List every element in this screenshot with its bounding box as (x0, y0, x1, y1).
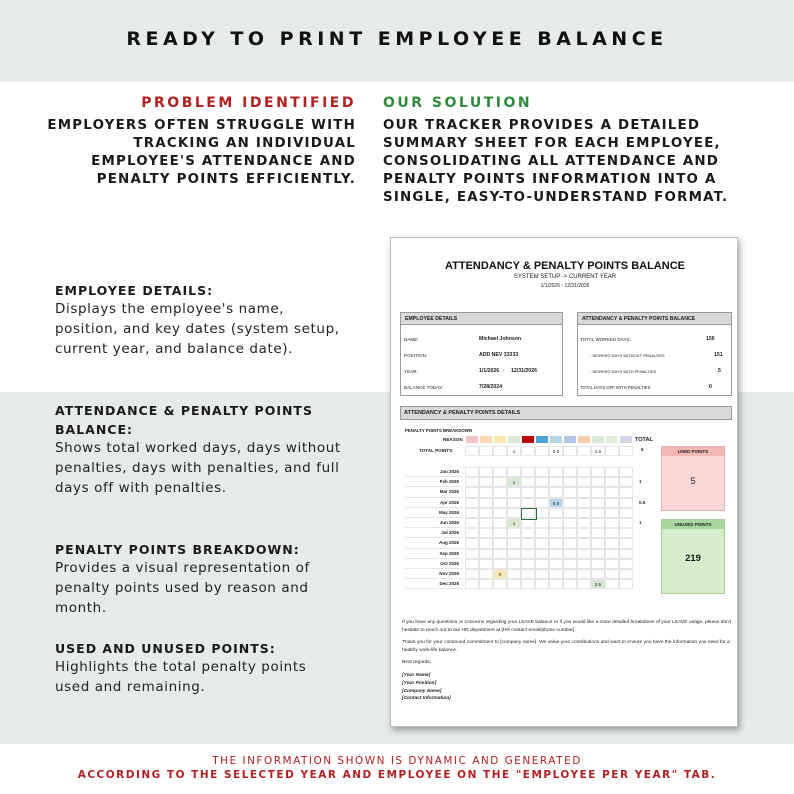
month-cell (521, 467, 535, 477)
month-cell (605, 528, 619, 538)
month-cell (591, 569, 605, 579)
month-cell (535, 559, 549, 569)
month-cell (591, 487, 605, 497)
month-cell (591, 528, 605, 538)
unused-points-label: UNUSED POINTS (662, 520, 724, 529)
month-cell (507, 498, 521, 508)
month-cell (619, 579, 633, 589)
month-cell (577, 467, 591, 477)
reason-total-cell (577, 446, 591, 456)
reason-color-cell (605, 435, 619, 444)
month-cell (577, 538, 591, 548)
reason-color-cell (465, 435, 479, 444)
month-cell (479, 569, 493, 579)
month-label: Oct 2026 (405, 559, 463, 569)
with-penalties-label: - WORKED DAYS WITH PENALTIES (590, 369, 657, 374)
reason-total-cell (465, 446, 479, 456)
feature-text: Provides a visual representation of penalty points used by reason and month. (55, 560, 310, 616)
month-cell (619, 569, 633, 579)
feature-employee-details (55, 281, 345, 359)
month-cell (563, 528, 577, 538)
month-cell (465, 477, 479, 487)
month-cell (535, 467, 549, 477)
month-cell (479, 559, 493, 569)
month-cell (507, 487, 521, 497)
month-cell (465, 508, 479, 518)
month-cell (563, 498, 577, 508)
name-label: NAME: (404, 337, 419, 342)
month-cell (521, 549, 535, 559)
month-cell (535, 487, 549, 497)
month-cell (563, 559, 577, 569)
month-cell (591, 518, 605, 528)
month-cell (549, 518, 563, 528)
month-cell (493, 579, 507, 589)
used-points-card (661, 446, 725, 511)
letter-paragraph: If you have any questions or concerns regarding your LEAVE balance or if you would like a more detailed breakdown of your LEAVE usage, please don't hesitate to reach out to our HR department at [HR contact email/phone number]. (402, 620, 732, 633)
month-cell (507, 549, 521, 559)
without-penalties-value: 151 (714, 352, 723, 358)
month-cell: 0 (493, 569, 507, 579)
month-cell (563, 477, 577, 487)
month-cell (605, 549, 619, 559)
total-worked-label: TOTAL WORKED DAYS: (580, 337, 631, 342)
month-cell (465, 549, 479, 559)
month-cell (549, 549, 563, 559)
month-cell (619, 467, 633, 477)
feature-used-unused (55, 639, 345, 698)
feature-heading: ATTENDANCE & PENALTY POINTS BALANCE: (55, 403, 313, 437)
month-cell (465, 498, 479, 508)
month-cell (521, 487, 535, 497)
month-cell (549, 538, 563, 548)
month-cell (507, 559, 521, 569)
month-cell (535, 508, 549, 518)
month-cell (577, 508, 591, 518)
month-cell (619, 538, 633, 548)
month-cell (479, 528, 493, 538)
month-cell (563, 487, 577, 497)
without-penalties-label: - WORKED DAYS WITHOUT PENALTIES (590, 353, 665, 358)
month-cell (605, 467, 619, 477)
month-cell (605, 508, 619, 518)
reason-color-cell (591, 435, 605, 444)
month-cell (619, 549, 633, 559)
letter-closing: Best regards, (402, 660, 432, 666)
month-cell (521, 579, 535, 589)
feature-heading: PENALTY POINTS BREAKDOWN: (55, 542, 300, 557)
feature-text: Displays the employee's name, position, and key dates (system setup, current year, and balance date). (55, 301, 340, 357)
problem-heading: PROBLEM IDENTIFIED (141, 95, 356, 111)
month-label: Sep 2026 (405, 549, 463, 559)
reason-total-cell (521, 446, 535, 456)
footer-line-1: THE INFORMATION SHOWN IS DYNAMIC AND GENERATED (212, 755, 582, 767)
month-cell (465, 518, 479, 528)
month-cell (549, 477, 563, 487)
month-label: Jun 2026 (405, 518, 463, 528)
reason-color-cell (507, 435, 521, 444)
days-off-label: TOTAL DAYS OFF WITH PENALTIES (580, 385, 651, 390)
month-cell (563, 538, 577, 548)
month-cell (549, 528, 563, 538)
unused-points-value: 219 (685, 553, 701, 564)
month-cell (577, 549, 591, 559)
month-cell: 0.5 (549, 498, 563, 508)
year-label: YEAR: (404, 369, 418, 374)
name-value: Michael Johnson (479, 336, 522, 342)
month-cell (479, 518, 493, 528)
month-cell (563, 467, 577, 477)
month-cell (605, 518, 619, 528)
month-cell (507, 467, 521, 477)
month-cell (591, 508, 605, 518)
month-cell (591, 477, 605, 487)
month-cell (507, 508, 521, 518)
details-section-header: ATTENDANCY & PENALTY POINTS DETAILS (400, 406, 732, 420)
month-cell (535, 477, 549, 487)
month-cell (591, 559, 605, 569)
position-label: POSITION: (404, 353, 428, 358)
month-cell (577, 579, 591, 589)
month-label: Mar 2026 (405, 487, 463, 497)
feature-text: Highlights the total penalty points used and remaining. (55, 659, 307, 695)
month-cell (577, 518, 591, 528)
month-cell (605, 559, 619, 569)
month-cell (493, 549, 507, 559)
month-cell (493, 467, 507, 477)
month-label: Jul 2026 (405, 528, 463, 538)
month-cell: 1 (507, 477, 521, 487)
selected-cell (521, 508, 537, 520)
month-cell (563, 569, 577, 579)
reason-color-cell (563, 435, 577, 444)
balance-sheet-preview (390, 237, 738, 727)
month-cell (535, 498, 549, 508)
month-cell (549, 508, 563, 518)
reason-total-cell: 2.5 (591, 446, 605, 456)
month-cell (619, 518, 633, 528)
reason-color-cell (577, 435, 591, 444)
reason-color-cell (493, 435, 507, 444)
reason-color-cell (549, 435, 563, 444)
grand-total: 5 (641, 447, 644, 452)
reason-total-cell: 0.5 (549, 446, 563, 456)
month-cell (563, 579, 577, 589)
unused-points-card (661, 519, 725, 594)
month-total: 1 (639, 479, 642, 485)
page-title: READY TO PRINT EMPLOYEE BALANCE (126, 28, 668, 50)
balance-date-label: BALANCE TODAY: (404, 385, 444, 390)
month-cell (577, 477, 591, 487)
month-cell (507, 569, 521, 579)
month-cell (605, 579, 619, 589)
month-cell (591, 538, 605, 548)
reason-total-cell (563, 446, 577, 456)
month-cell (465, 569, 479, 579)
month-cell (549, 559, 563, 569)
month-cell (479, 477, 493, 487)
month-cell (465, 538, 479, 548)
month-label: Nov 2026 (405, 569, 463, 579)
month-cell (493, 487, 507, 497)
month-cell (549, 487, 563, 497)
month-cell (493, 559, 507, 569)
reason-color-cell (619, 435, 633, 444)
month-label: May 2026 (405, 508, 463, 518)
month-cell (479, 498, 493, 508)
month-cell (605, 538, 619, 548)
month-cell (535, 518, 549, 528)
feature-heading: EMPLOYEE DETAILS: (55, 283, 214, 298)
month-cell (563, 549, 577, 559)
problem-text: EMPLOYERS OFTEN STRUGGLE WITH TRACKING AN INDIVIDUAL EMPLOYEE'S ATTENDANCE AND PENALTY POINTS EFFICIENTLY. (47, 118, 356, 187)
month-cell (535, 569, 549, 579)
month-cell (619, 498, 633, 508)
month-cell (619, 477, 633, 487)
month-cell (479, 467, 493, 477)
month-cell (619, 508, 633, 518)
year-start: 1/1/2026 (479, 368, 500, 374)
month-label: Jan 2026 (405, 467, 463, 477)
reason-label: REASON (443, 437, 463, 442)
month-cell (479, 579, 493, 589)
month-cell (493, 477, 507, 487)
month-cell (465, 528, 479, 538)
month-cell (535, 549, 549, 559)
month-cell (591, 549, 605, 559)
reason-color-cell (521, 435, 535, 444)
month-cell: 1 (507, 518, 521, 528)
month-cell (479, 538, 493, 548)
month-cell: 2.5 (591, 579, 605, 589)
month-cell (465, 487, 479, 497)
month-total: 0.5 (639, 499, 646, 505)
footer-line-2: ACCORDING TO THE SELECTED YEAR AND EMPLOYEE ON THE "EMPLOYEE PER YEAR" TAB. (77, 769, 717, 781)
month-label: Feb 2026 (405, 477, 463, 487)
month-cell (521, 528, 535, 538)
used-points-label: USED POINTS (662, 447, 724, 456)
attendance-balance-header: ATTENDANCY & PENALTY POINTS BALANCE (578, 313, 731, 325)
month-cell (493, 498, 507, 508)
reason-total-cell (619, 446, 633, 456)
reason-total-cell: 1 (507, 446, 521, 456)
month-cell (619, 528, 633, 538)
month-cell (521, 498, 535, 508)
feature-attendance-balance (55, 401, 345, 498)
month-cell (465, 579, 479, 589)
balance-date-value: 7/28/2024 (479, 384, 503, 390)
reason-total-cell (535, 446, 549, 456)
month-cell (493, 538, 507, 548)
month-total: 1 (639, 520, 642, 525)
solution-text: OUR TRACKER PROVIDES A DETAILED SUMMARY SHEET FOR EACH EMPLOYEE, CONSOLIDATING ALL ATTENDANCE AND PENALTY POINTS INFORMATION INTO A SINGLE, EASY-TO-UNDERSTAND FORMAT. (383, 118, 729, 205)
days-off-value: 0 (709, 384, 712, 390)
reason-color-cell (535, 435, 549, 444)
with-penalties-value: 5 (718, 368, 721, 374)
reason-total-cell (493, 446, 507, 456)
month-cell (507, 579, 521, 589)
month-cell (591, 498, 605, 508)
signature-contact: [Contact Information] (402, 696, 451, 702)
month-cell (605, 477, 619, 487)
month-label: Aug 2026 (405, 538, 463, 548)
month-cell (493, 528, 507, 538)
month-cell (521, 559, 535, 569)
signature-company: [Company Name] (402, 688, 442, 694)
reason-total-cell (479, 446, 493, 456)
month-label: Dec 2026 (405, 579, 463, 589)
month-cell (465, 467, 479, 477)
employee-details-header: EMPLOYEE DETAILS (401, 313, 562, 325)
month-cell (507, 538, 521, 548)
month-cell (577, 528, 591, 538)
month-cell (465, 559, 479, 569)
feature-heading: USED AND UNUSED POINTS: (55, 641, 276, 656)
month-cell (619, 487, 633, 497)
month-cell (479, 549, 493, 559)
month-cell (591, 467, 605, 477)
position-value: ADD NEV 33333 (479, 352, 519, 358)
month-cell (535, 528, 549, 538)
letter-body (402, 619, 732, 703)
month-cell (577, 569, 591, 579)
month-cell (563, 518, 577, 528)
month-cell (605, 569, 619, 579)
feature-text: Shows total worked days, days without penalties, days with penalties, and full days off with penalties. (55, 440, 341, 496)
month-cell (577, 487, 591, 497)
signature-name: [Your Name] (402, 672, 431, 678)
month-cell (563, 508, 577, 518)
signature-position: [Your Position] (402, 680, 437, 686)
month-cell (507, 528, 521, 538)
month-label: Apr 2026 (405, 498, 463, 508)
month-cell (605, 487, 619, 497)
month-cell (605, 498, 619, 508)
month-cell (493, 508, 507, 518)
month-cell (549, 579, 563, 589)
used-points-value: 5 (690, 476, 696, 486)
sheet-date-range: 1/1/2026 - 12/31/2026 (540, 283, 590, 289)
reason-total-cell (605, 446, 619, 456)
year-end: 12/31/2026 (511, 368, 537, 374)
reason-color-cell (479, 435, 493, 444)
sheet-title: ATTENDANCY & PENALTY POINTS BALANCE (445, 260, 685, 272)
month-cell (479, 487, 493, 497)
total-header: TOTAL (635, 437, 653, 443)
month-cell (549, 467, 563, 477)
month-cell (493, 518, 507, 528)
month-cell (521, 538, 535, 548)
total-points-label: TOTAL POINTS (419, 448, 453, 453)
letter-paragraph: Thank you for your continued commitment to [company name]. We value your contributions and want to ensure you have the information you need for a healthy work-life balance. (402, 640, 730, 653)
month-cell (521, 477, 535, 487)
month-cell (549, 569, 563, 579)
month-cell (535, 579, 549, 589)
total-worked-value: 156 (706, 336, 715, 342)
month-cell (619, 559, 633, 569)
month-cell (577, 498, 591, 508)
feature-penalty-breakdown (55, 540, 345, 618)
month-cell (535, 538, 549, 548)
sheet-subtitle: SYSTEM SETUP -> CURRENT YEAR (513, 274, 617, 280)
year-separator: - (503, 368, 505, 373)
breakdown-title: PENALTY POINTS BREAKDOWN (405, 428, 472, 433)
month-cell (521, 569, 535, 579)
month-cell (577, 559, 591, 569)
solution-heading: OUR SOLUTION (383, 95, 533, 111)
month-cell (479, 508, 493, 518)
